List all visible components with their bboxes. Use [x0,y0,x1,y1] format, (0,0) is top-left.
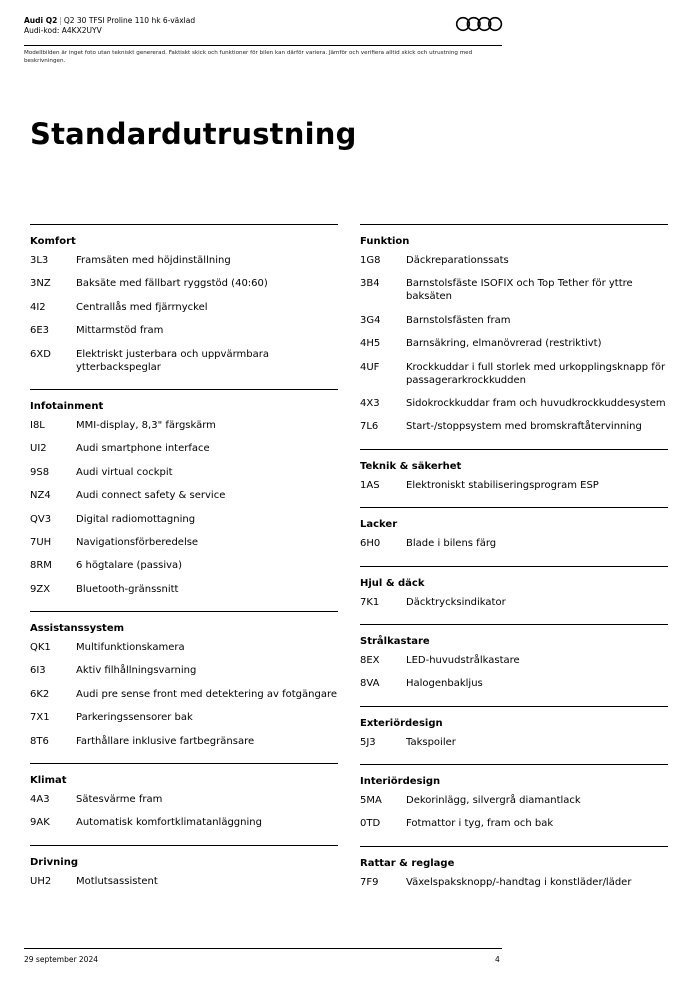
footer-date: 29 september 2024 [24,955,99,964]
equipment-description: MMI-display, 8,3" färgskärm [76,419,216,431]
equipment-description: Sidokrockkuddar fram och huvudkrockkuddesystem [406,397,666,409]
equipment-code: QK1 [30,642,51,654]
equipment-code: 7K1 [360,596,380,608]
equipment-row [30,559,338,572]
equipment-row [360,736,668,749]
equipment-code: 1G8 [360,255,381,266]
equipment-description: Elektroniskt stabiliseringsprogram ESP [406,479,599,491]
equipment-description: Barnsäkring, elmanövrerad (restriktivt) [406,338,602,350]
equipment-row [30,513,338,526]
equipment-row [30,688,338,701]
page-number: 4 [495,955,500,964]
equipment-row [30,793,338,806]
equipment-description: Blade i bilens färg [406,538,497,550]
equipment-description: Däcktrycksindikator [406,596,506,608]
equipment-code: UI2 [30,443,47,455]
equipment-row [360,537,668,550]
equipment-description: Elektriskt justerbara och uppvärmbara ytterbackspeglar [76,348,269,373]
equipment-code: 4H5 [360,338,381,350]
header-divider [24,45,502,46]
equipment-code: 5J3 [360,736,376,748]
equipment-code: 8VA [360,678,380,690]
equipment-description: Navigationsförberedelse [76,536,199,548]
equipment-column-right [360,224,668,904]
section-funktion [360,224,668,449]
equipment-row [360,277,668,303]
model-line [24,16,502,26]
section-stralkastare [360,624,668,706]
equipment-row [360,654,668,667]
equipment-row [360,361,668,387]
section-title: Interiördesign [360,776,441,788]
equipment-description: Parkeringssensorer bak [76,712,193,724]
equipment-row [30,583,338,596]
equipment-description: Farthållare inklusive fartbegränsare [76,735,255,747]
equipment-code: 6I3 [30,665,46,677]
equipment-code: 9ZX [30,583,51,595]
section-klimat [30,763,338,845]
section-title: Komfort [30,236,76,247]
equipment-row [360,337,668,350]
equipment-code: 7L6 [360,421,379,433]
equipment-code: 9AK [30,817,50,829]
page-title: Standardutrustning [30,117,357,151]
equipment-code: 3L3 [30,255,49,266]
equipment-code: 0TD [360,818,381,830]
section-title: Klimat [30,775,67,787]
equipment-row [30,735,338,748]
equipment-code: 3NZ [30,278,51,290]
section-title: Funktion [360,236,410,247]
equipment-row [30,324,338,337]
section-title: Assistanssystem [30,623,125,635]
equipment-description: Däckreparationssats [406,255,509,266]
equipment-row [30,489,338,502]
equipment-code: 7UH [30,536,52,548]
equipment-row [360,876,668,889]
equipment-description: Fotmattor i tyg, fram och bak [406,818,554,830]
equipment-code: 4UF [360,361,380,373]
section-title: Exteriördesign [360,717,443,729]
equipment-row [30,301,338,314]
equipment-code: 5MA [360,795,382,807]
equipment-row [360,817,668,830]
equipment-description: Baksäte med fällbart ryggstöd (40:60) [76,278,268,290]
document-header [24,16,502,36]
equipment-description: LED-huvudstrålkastare [406,654,520,666]
section-drivning [30,845,338,903]
equipment-description: Mittarmstöd fram [76,325,164,337]
equipment-code: 6K2 [30,688,50,700]
equipment-description: Framsäten med höjdinställning [76,255,231,266]
equipment-description: Digital radiomottagning [76,513,196,525]
equipment-row [30,536,338,549]
audi-code-value: A4KX2UYV [61,26,102,35]
equipment-code: 6XD [30,348,51,360]
header-separator: | [59,16,62,25]
equipment-row [30,254,338,267]
equipment-column-left [30,224,338,903]
equipment-row [360,314,668,327]
section-komfort [30,224,338,389]
equipment-code: I8L [30,419,45,431]
equipment-code: 7X1 [30,712,50,724]
equipment-code: 6E3 [30,325,50,337]
equipment-row [360,596,668,609]
section-title: Drivning [30,856,79,868]
section-title: Teknik & säkerhet [360,460,462,472]
section-teknik-and-sakerhet [360,449,668,507]
equipment-row [30,641,338,654]
equipment-description: Aktiv filhållningsvarning [76,665,197,677]
equipment-description: Takspoiler [406,736,456,748]
equipment-code: 3B4 [360,278,380,290]
section-title: Lacker [360,519,398,531]
equipment-code: QV3 [30,513,52,525]
equipment-code: 7F9 [360,876,379,888]
section-rattar-and-reglage [360,846,668,904]
equipment-description: Audi connect safety & service [76,490,226,502]
equipment-description: Motlutsassistent [76,875,158,887]
equipment-row [360,677,668,690]
footer-divider [24,948,502,949]
equipment-row [360,397,668,410]
section-hjul-and-dack [360,566,668,624]
equipment-row [360,420,668,433]
section-title: Infotainment [30,400,104,412]
section-exteriordesign [360,706,668,764]
equipment-code: 3G4 [360,314,381,326]
equipment-row [360,794,668,807]
section-title: Strålkastare [360,635,430,647]
equipment-row [360,479,668,492]
equipment-code: 9S8 [30,466,50,478]
audi-code-label: Audi-kod: [24,26,60,35]
equipment-description: Multifunktionskamera [76,642,185,654]
equipment-row [30,816,338,829]
equipment-description: Audi smartphone interface [76,443,210,455]
equipment-description: Växelspaksknopp/-handtag i konstläder/läder [406,876,632,888]
equipment-description: Halogenbakljus [406,678,483,690]
model-name: Audi Q2 [24,16,58,25]
audi-code-line [24,26,502,36]
disclaimer-text: Modellbilden är inget foto utan tekniskt genererad. Faktiskt skick och funktioner för bilen kan därför variera. Jämför och verifiera alltid skick och utrustning med beskrivningen. [24,50,473,64]
section-title: Rattar & reglage [360,857,455,869]
audi-rings-logo [455,16,503,32]
equipment-code: 8T6 [30,735,49,747]
equipment-description: Sätesvärme fram [76,794,163,806]
equipment-description: Bluetooth-gränssnitt [76,583,179,595]
equipment-description: Start-/stoppsystem med bromskraftåtervinning [406,421,642,433]
section-interiordesign [360,764,668,846]
equipment-description: Dekorinlägg, silvergrå diamantlack [406,795,581,807]
equipment-code: UH2 [30,875,52,887]
equipment-code: 8EX [360,654,380,666]
equipment-row [30,277,338,290]
equipment-description: Barnstolsfästen fram [406,314,511,326]
section-infotainment [30,389,338,611]
equipment-code: 4X3 [360,397,380,409]
equipment-code: NZ4 [30,490,51,502]
equipment-description: Audi pre sense front med detektering av fotgängare [76,688,337,700]
equipment-description: Automatisk komfortklimatanläggning [76,817,262,829]
equipment-description: Centrallås med fjärrnyckel [76,301,208,313]
equipment-description: Barnstolsfäste ISOFIX och Top Tether för yttre baksäten [406,278,633,303]
equipment-description: 6 högtalare (passiva) [76,560,183,572]
section-title: Hjul & däck [360,577,425,589]
equipment-code: 4A3 [30,794,50,806]
section-lacker [360,507,668,565]
equipment-row [30,419,338,432]
equipment-code: 1AS [360,479,380,491]
equipment-description: Audi virtual cockpit [76,466,173,478]
equipment-description: Krockkuddar i full storlek med urkopplingsknapp för passagerarkrockkudden [406,361,666,386]
equipment-code: 6H0 [360,538,381,550]
equipment-row [30,466,338,479]
section-assistanssystem [30,611,338,763]
equipment-code: 8RM [30,560,52,572]
model-variant: Q2 30 TFSI Proline 110 hk 6-växlad [63,16,196,25]
equipment-row [30,442,338,455]
equipment-row [30,348,338,374]
equipment-row [30,711,338,724]
equipment-row [360,254,668,267]
equipment-row [30,875,338,888]
equipment-row [30,664,338,677]
equipment-code: 4I2 [30,301,46,313]
